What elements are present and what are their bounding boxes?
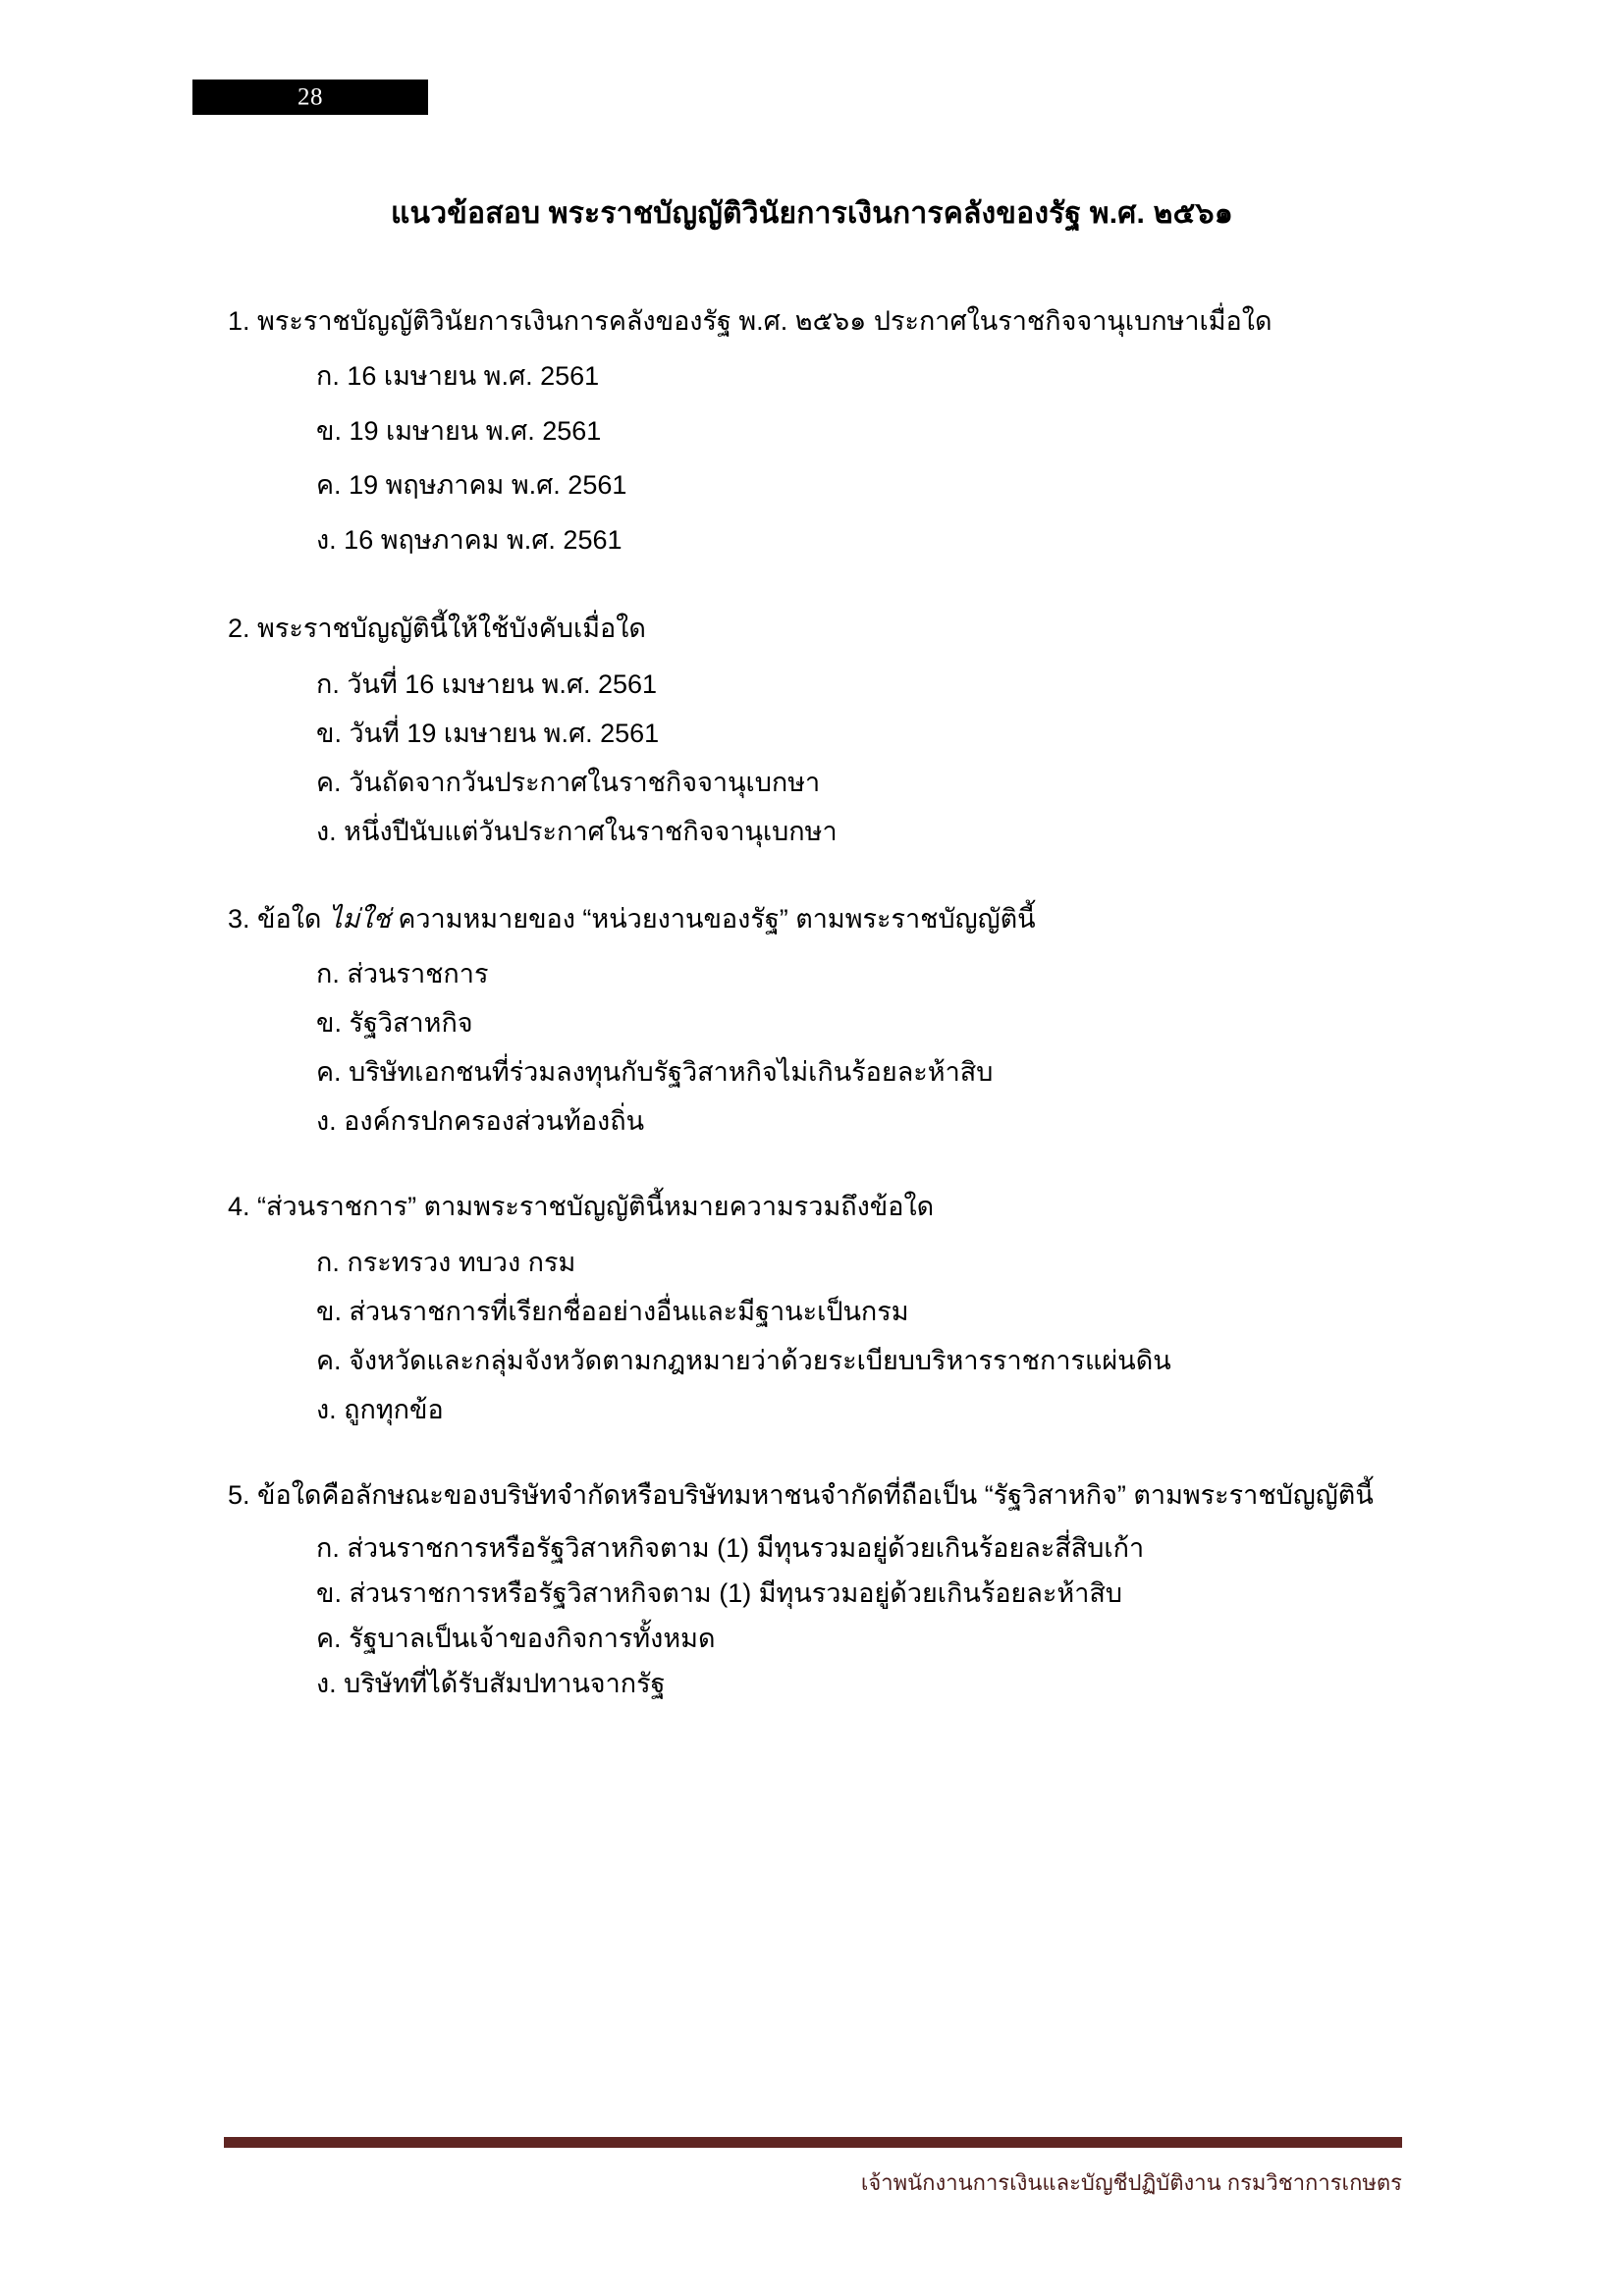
- question-block: [0, 898, 1624, 1147]
- choice-option[interactable]: ง. ถูกทุกข้อ: [316, 1394, 444, 1424]
- question-stem: 4. “ส่วนราชการ” ตามพระราชบัญญัตินี้หมายความรวมถึงข้อใด: [228, 1192, 935, 1222]
- choice-list: [0, 349, 1624, 569]
- question-block: [0, 300, 1624, 568]
- question-stem: 2. พระราชบัญญัตินี้ให้ใช้บังคับเมื่อใด: [228, 614, 646, 644]
- choice-option[interactable]: ข. ส่วนราชการที่เรียกชื่ออย่างอื่นและมีฐานะเป็นกรม: [316, 1296, 909, 1326]
- choice-option[interactable]: ค. บริษัทเอกชนที่ร่วมลงทุนกับรัฐวิสาหกิจไม่เกินร้อยละห้าสิบ: [316, 1057, 994, 1088]
- choice-option[interactable]: ข. 19 เมษายน พ.ศ. 2561: [316, 415, 602, 446]
- choice-list: [0, 661, 1624, 857]
- choice-option[interactable]: ง. บริษัทที่ได้รับสัมปทานจากรัฐ: [316, 1669, 666, 1699]
- footer-divider: [224, 2137, 1402, 2148]
- choice-list: [0, 1526, 1624, 1707]
- choice-option[interactable]: ค. 19 พฤษภาคม พ.ศ. 2561: [316, 470, 627, 501]
- choice-list: [0, 950, 1624, 1147]
- question-block: [0, 608, 1624, 856]
- choice-option[interactable]: ก. วันที่ 16 เมษายน พ.ศ. 2561: [316, 668, 658, 699]
- choice-option[interactable]: ก. ส่วนราชการหรือรัฐวิสาหกิจตาม (1) มีทุนรวมอยู่ด้วยเกินร้อยละสี่สิบเก้า: [316, 1533, 1145, 1564]
- choice-option[interactable]: ข. ส่วนราชการหรือรัฐวิสาหกิจตาม (1) มีทุนรวมอยู่ด้วยเกินร้อยละห้าสิบ: [316, 1578, 1122, 1609]
- choice-option[interactable]: ข. รัฐวิสาหกิจ: [316, 1008, 473, 1039]
- question-stem: 1. พระราชบัญญัติวินัยการเงินการคลังของรัฐ พ.ศ. ๒๕๖๑ ประกาศในราชกิจจานุเบกษาเมื่อใด: [228, 306, 1272, 336]
- choice-option[interactable]: ก. กระทรวง ทบวง กรม: [316, 1247, 576, 1277]
- choice-option[interactable]: ค. รัฐบาลเป็นเจ้าของกิจการทั้งหมด: [316, 1624, 716, 1654]
- choice-option[interactable]: ค. วันถัดจากวันประกาศในราชกิจจานุเบกษา: [316, 767, 821, 797]
- question-block: [0, 1474, 1624, 1707]
- choice-option[interactable]: ง. องค์กรปกครองส่วนท้องถิ่น: [316, 1106, 645, 1137]
- question-block: [0, 1186, 1624, 1434]
- page-number-bar: [192, 80, 428, 115]
- choice-option[interactable]: ก. ส่วนราชการ: [316, 959, 489, 989]
- choice-option[interactable]: ค. จังหวัดและกลุ่มจังหวัดตามกฎหมายว่าด้วยระเบียบบริหารราชการแผ่นดิน: [316, 1345, 1171, 1375]
- question-stem: [0, 898, 1624, 941]
- footer-text: เจ้าพนักงานการเงินและบัญชีปฏิบัติงาน กรมวิชาการเกษตร: [860, 2170, 1402, 2195]
- choice-option[interactable]: ก. 16 เมษายน พ.ศ. 2561: [316, 360, 600, 391]
- choice-option[interactable]: ง. หนึ่งปีนับแต่วันประกาศในราชกิจจานุเบกษา: [316, 816, 838, 846]
- question-list: [0, 300, 1624, 1707]
- question-stem-emphasis: ไม่ใช่: [328, 903, 391, 934]
- choice-option[interactable]: ง. 16 พฤษภาคม พ.ศ. 2561: [316, 525, 623, 556]
- choice-list: [0, 1239, 1624, 1435]
- question-stem: 5. ข้อใดคือลักษณะของบริษัทจำกัดหรือบริษัทมหาชนจำกัดที่ถือเป็น “รัฐวิสาหกิจ” ตามพระราชบัญญัตินี้: [228, 1479, 1374, 1510]
- page-number: 28: [298, 83, 323, 111]
- document-title: แนวข้อสอบ พระราชบัญญัติวินัยการเงินการคลังของรัฐ พ.ศ. ๒๕๖๑: [391, 197, 1233, 230]
- question-stem-part: 3. ข้อใด: [228, 903, 329, 934]
- question-stem-part: ความหมายของ “หน่วยงานของรัฐ” ตามพระราชบัญญัตินี้: [390, 903, 1036, 934]
- choice-option[interactable]: ข. วันที่ 19 เมษายน พ.ศ. 2561: [316, 718, 660, 748]
